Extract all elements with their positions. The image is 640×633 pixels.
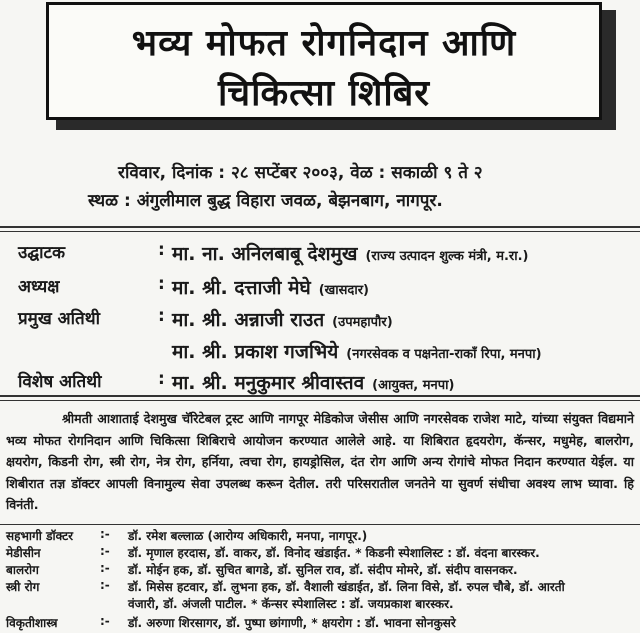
guest-role: अध्यक्ष: [18, 277, 60, 297]
doctor-category: स्त्री रोग: [6, 580, 40, 594]
guest-colon: :: [158, 369, 165, 389]
guest-name: मा. श्री. अन्नाजी राउत (उपमहापौर): [172, 309, 393, 331]
title-line-2: चिकित्सा शिबिर: [217, 73, 431, 114]
guest-name: मा. श्री. मनुकुमार श्रीवास्तव (आयुक्त, मनपा): [172, 372, 455, 394]
doctor-row: [0, 561, 640, 578]
doctor-colon: :-: [100, 527, 110, 541]
divider-top-thick: [0, 226, 640, 228]
guest-colon: :: [158, 240, 165, 260]
guest-role: उद्घाटक: [18, 243, 66, 263]
guest-role: प्रमुख अतिथी: [18, 309, 101, 329]
guest-note: (आयुक्त, मनपा): [372, 378, 455, 393]
doctor-row: [0, 578, 640, 595]
guest-name: मा. श्री. दत्ताजी मेघे (खासदार): [172, 277, 369, 299]
divider-doctors: [0, 524, 640, 525]
guest-note: (राज्य उत्पादन शुल्क मंत्री, म.रा.): [365, 249, 529, 264]
divider-mid-thin: [0, 400, 640, 401]
doctor-category: विकृतीशास्त्र: [6, 616, 58, 630]
guest-note: (खासदार): [318, 283, 369, 298]
guest-colon: :: [158, 306, 165, 326]
doctor-category: बालरोग: [6, 563, 39, 577]
doctor-category: मेडीसीन: [6, 546, 41, 560]
guest-row-president: [0, 274, 640, 304]
guest-colon: :: [158, 274, 165, 294]
invitation-paragraph: श्रीमती आशाताई देशमुख चॅरिटेबल ट्रस्ट आणि नागपूर मेडिकोज जेसीस आणि नगरसेवक राजेश माटे, यांच्या संयुक्त विद्यमाने भव्य मोफत रोगनिदान आणि चिकित्सा शिबिराचे आयोजन करण्यात आलेले आहे. या शिबिरात हृदयरोग, कॅन्सर, मधुमेह, बालरोग, क्षयरोग, किडनी रोग, स्त्री रोग, नेत्र रोग, हर्निया, त्वचा रोग, हायड्रोसिल, दंत रोग आणि अन्य रोगांचे मोफत निदान करण्यात येईल. या शिबीरात तज्ञ डॉक्टर आपली विनामुल्य सेवा उपलब्ध करून देतील. तरी परिसरातील जनतेने या सुवर्ण संधीचा अवश्य लाभ घ्यावा. हि विनंती.: [6, 411, 634, 512]
doctor-names: डॉ. मिसेस हटवार, डॉ. लुभना हक, डॉ. वैशाली खंडाईत, डॉ. लिना विसे, डॉ. रुपल चौबे, डॉ. आरती: [128, 580, 565, 594]
doctor-row: [0, 527, 640, 544]
date-time-line: रविवार, दिनांक : २८ सप्टेंबर २००३, वेळ : सकाळी ९ ते २: [118, 163, 483, 183]
doctor-category: सहभागी डॉक्टर: [6, 529, 74, 543]
doctor-colon: :-: [100, 561, 110, 575]
doctor-row: [0, 614, 640, 631]
doctor-colon: :-: [100, 614, 110, 628]
doctor-names: डॉ. अरुणा शिरसागर, डॉ. पुष्पा छांगाणी, * क्षयरोग : डॉ. भावना सोनकुसरे: [128, 616, 456, 630]
doctor-colon: :-: [100, 578, 110, 592]
doctor-row: [0, 544, 640, 561]
guest-row-chief-guest-2: [0, 338, 640, 368]
doctor-row: [0, 595, 640, 612]
doctor-names: डॉ. मोईन हक, डॉ. सुचित बागडे, डॉ. सुनिल राव, डॉ. संदीप मोमरे, डॉ. संदीप वासनकर.: [128, 563, 518, 577]
doctor-colon: :-: [100, 544, 110, 558]
title-line-1: भव्य मोफत रोगनिदान आणि: [131, 23, 517, 64]
title-box: [46, 2, 602, 120]
guest-note: (उपमहापौर): [332, 315, 393, 330]
divider-mid-thick: [0, 395, 640, 397]
doctor-names: डॉ. मृणाल हरदास, डॉ. वाकर, डॉ. विनोद खंडाईत. * किडनी स्पेशालिस्ट : डॉ. वंदना बारस्कर.: [128, 546, 540, 560]
doctor-names: वंजारी, डॉ. अंजली पाटील. * कॅन्सर स्पेशालिस्ट : डॉ. जयप्रकाश बारस्कर.: [128, 597, 454, 611]
divider-top-thin: [0, 231, 640, 232]
guest-row-chief-guest-1: [0, 306, 640, 336]
guest-name: मा. श्री. प्रकाश गजभिये (नगरसेवक व पक्षनेता-राकाँ रिपा, मनपा): [172, 341, 542, 363]
doctor-names: डॉ. रमेश बल्लाळ (आरोग्य अधिकारी, मनपा, नागपूर.): [128, 529, 368, 543]
guest-name: मा. ना. अनिलबाबू देशमुख (राज्य उत्पादन शुल्क मंत्री, म.रा.): [172, 243, 529, 265]
venue-line: स्थळ : अंगुलीमाल बुद्ध विहारा जवळ, बेझनबाग, नागपूर.: [88, 191, 443, 211]
guest-row-inaugurator: [0, 240, 640, 270]
guest-role: विशेष अतिथी: [18, 372, 102, 392]
guest-note: (नगरसेवक व पक्षनेता-राकाँ रिपा, मनपा): [346, 347, 542, 362]
